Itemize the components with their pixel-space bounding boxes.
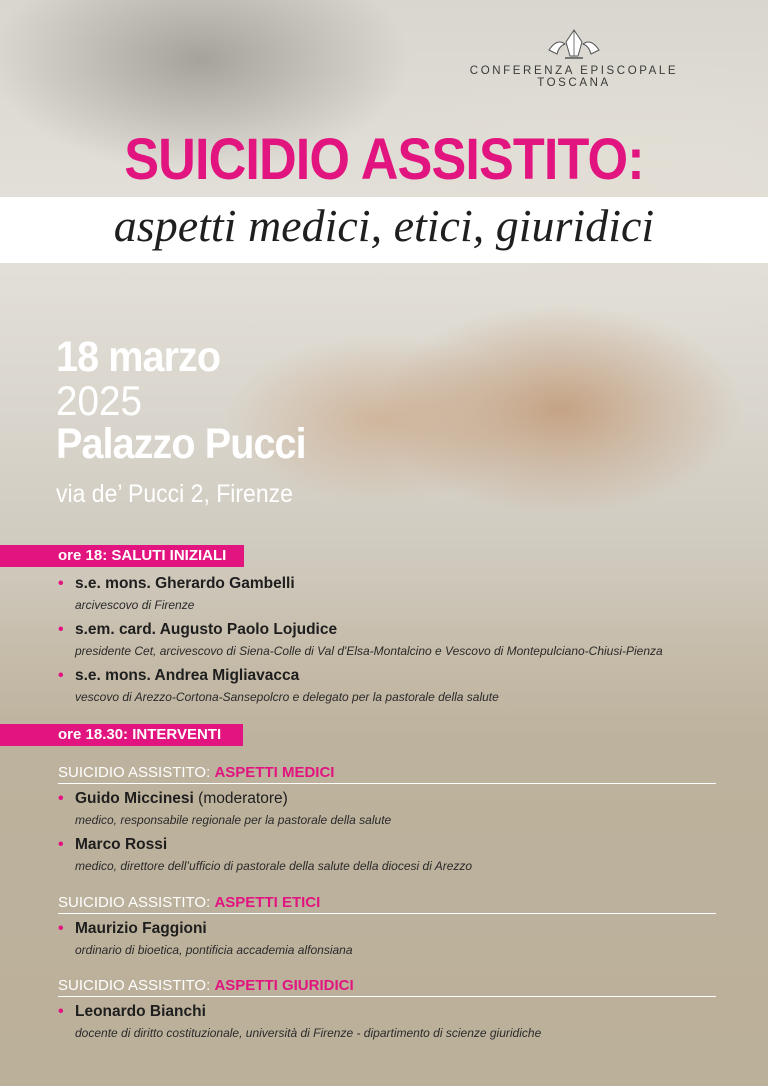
event-year: 2025: [56, 377, 142, 424]
speaker-role: ordinario di bioetica, pontificia accademia alfonsiana: [75, 943, 353, 957]
poster-subtitle: aspetti medici, etici, giuridici: [113, 200, 655, 251]
speaker-name: s.em. card. Augusto Paolo Lojudice: [75, 621, 338, 638]
topic-prefix: SUICIDIO ASSISTITO:: [58, 977, 211, 994]
poster-title: SUICIDIO ASSISTITO:: [124, 127, 644, 192]
topic-prefix: SUICIDIO ASSISTITO:: [58, 764, 211, 781]
topic-heading-ethical: [58, 894, 716, 914]
bullet-dot-icon: •: [58, 1003, 64, 1020]
topic-heading-legal: [58, 977, 716, 997]
bullet-dot-icon: •: [58, 790, 64, 807]
topic-label: ASPETTI ETICI: [214, 894, 321, 911]
topic-label: ASPETTI GIURIDICI: [214, 977, 354, 994]
topic-prefix: SUICIDIO ASSISTITO:: [58, 894, 211, 911]
topic-heading-medical: [58, 764, 716, 784]
bullet-dot-icon: •: [58, 621, 64, 638]
speaker-role: medico, direttore dell’ufficio di pastorale della salute della diocesi di Arezzo: [75, 859, 473, 873]
topic-label: ASPETTI MEDICI: [214, 764, 335, 781]
bullet-dot-icon: •: [58, 920, 64, 937]
bullet-dot-icon: •: [58, 575, 64, 592]
speaker-name: Maurizio Faggioni: [75, 920, 207, 937]
speaker-name: Leonardo Bianchi: [75, 1003, 206, 1020]
speaker-note: (moderatore): [198, 790, 288, 807]
speaker-role: docente di diritto costituzionale, università di Firenze - dipartimento di scienze giuridiche: [75, 1026, 542, 1040]
bishop-mitre-crest-icon: [541, 28, 607, 62]
organization-name: CONFERENZA EPISCOPALE TOSCANA: [469, 65, 679, 89]
session-bar-talks: ore 18.30: INTERVENTI: [0, 724, 243, 746]
event-date: 18 marzo: [56, 333, 221, 381]
event-address: via de’ Pucci 2, Firenze: [56, 480, 293, 508]
speaker-name: s.e. mons. Gherardo Gambelli: [75, 575, 295, 592]
speaker-role: presidente Cet, arcivescovo di Siena-Colle di Val d'Elsa-Montalcino e Vescovo di Montepulciano-Chiusi-Pienza: [75, 644, 663, 658]
bullet-dot-icon: •: [58, 667, 64, 684]
speaker-name: Marco Rossi: [75, 836, 168, 853]
speaker-name: [75, 790, 288, 808]
session-bar-welcome: ore 18: SALUTI INIZIALI: [0, 545, 244, 567]
speaker-name-text: Guido Miccinesi: [75, 790, 194, 807]
speaker-role: vescovo di Arezzo-Cortona-Sansepolcro e delegato per la pastorale della salute: [75, 690, 499, 704]
event-venue: Palazzo Pucci: [56, 420, 306, 468]
bullet-dot-icon: •: [58, 836, 64, 853]
speaker-role: medico, responsabile regionale per la pastorale della salute: [75, 813, 392, 827]
speaker-role: arcivescovo di Firenze: [75, 598, 195, 612]
speaker-name: s.e. mons. Andrea Migliavacca: [75, 667, 300, 684]
